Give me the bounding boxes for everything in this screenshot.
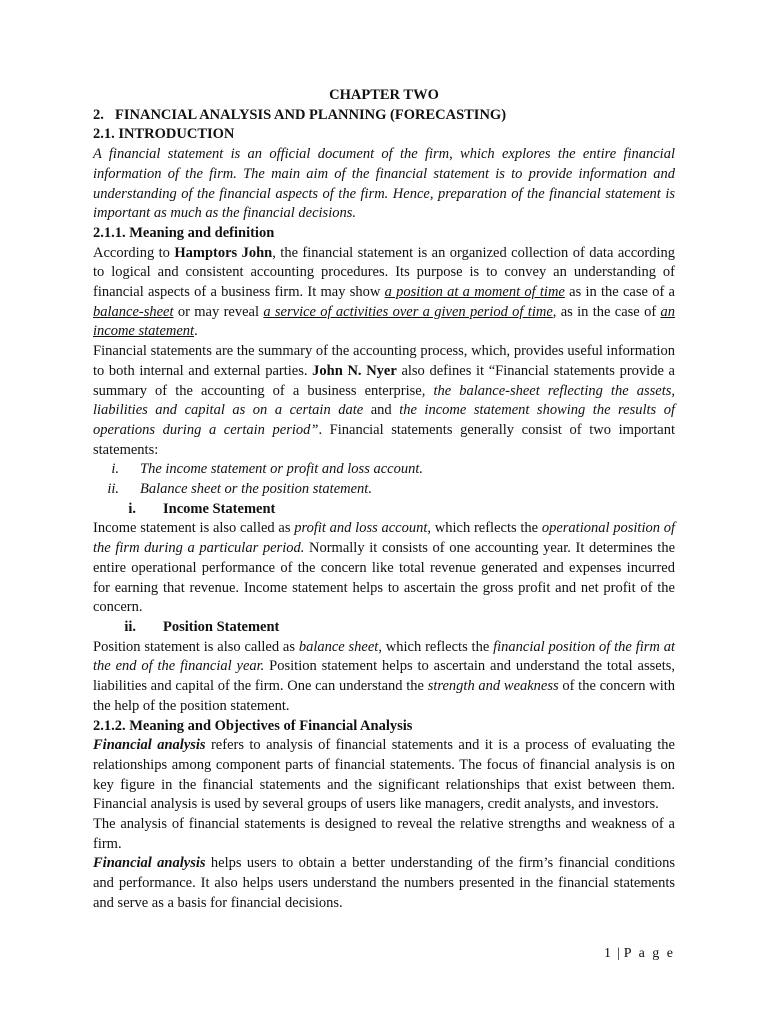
text-run: , which reflects the: [378, 638, 494, 655]
analysis-heading: 2.1.2. Meaning and Objectives of Financial Analysis: [93, 717, 413, 734]
footer-separator: |: [616, 946, 620, 961]
section-number: 2.: [93, 106, 104, 123]
list-text: Balance sheet or the position statement.: [140, 481, 372, 498]
page-number: 1: [603, 946, 613, 961]
analysis-paragraph-2: The analysis of financial statements is designed to reveal the relative strengths and weakness of a firm.: [93, 816, 675, 852]
intro-heading: 2.1. INTRODUCTION: [93, 126, 235, 143]
italic-phrase: strength and weakness: [427, 678, 559, 695]
italic-phrase: financial position of the firm at the end of the financial year.: [93, 638, 675, 675]
definition-paragraph: [93, 244, 675, 343]
key-term: Financial analysis: [93, 737, 206, 754]
text-run: helps users to obtain a better understanding of the firm’s financial conditions and performance. It also helps users understand the numbers presented in the financial statements and serve as a basis for financial decisions.: [93, 855, 675, 911]
text-run: . Financial statements generally consist of two important statements:: [93, 421, 676, 458]
section-title: FINANCIAL ANALYSIS AND PLANNING (FORECASTING): [115, 106, 507, 123]
italic-phrase: the balance-sheet reflecting the assets, liabilities and capital as on a certain date: [93, 382, 675, 419]
position-paragraph: [93, 638, 675, 717]
intro-paragraph: A financial statement is an official document of the firm, which explores the entire financial information of the firm. The main aim of the financial statement is to provide information and understanding of the financial aspects of the firm. Hence, preparation of the financial statement is important as much as the financial decisions.: [93, 146, 675, 222]
subheading-title: Position Statement: [163, 618, 280, 635]
text-run: , as in the case of: [552, 303, 661, 320]
text-run: Position statement helps to ascertain and understand the total assets, liabilities and capital of the firm. One can understand the: [93, 658, 675, 695]
list-item: [93, 460, 675, 480]
italic-phrase: balance sheet: [298, 638, 379, 655]
subheading-number: ii.: [124, 618, 136, 635]
text-run: According to: [93, 244, 175, 261]
author-name: John N. Nyer: [312, 362, 397, 379]
page-label: P a g e: [623, 946, 675, 961]
list-number: ii.: [107, 481, 119, 498]
text-run: of the concern with the help of the position statement.: [93, 678, 675, 714]
text-run: Income statement is also called as: [93, 520, 295, 537]
text-run: , the financial statement is an organized collection of data according to logical and consistent accounting procedures. Its purpose is to convey an understanding of financial aspects of a business firm. It may show: [93, 244, 675, 301]
text-run: as in the case of a: [564, 284, 675, 301]
summary-paragraph: [93, 342, 675, 460]
list-text: The income statement or profit and loss account.: [140, 461, 423, 478]
underlined-phrase: an income statement: [93, 303, 675, 340]
text-run: or may reveal: [173, 303, 264, 320]
subheading-title: Income Statement: [163, 500, 276, 517]
meaning-heading: 2.1.1. Meaning and definition: [93, 224, 275, 241]
section-heading: [93, 106, 675, 126]
text-run: Position statement is also called as: [93, 638, 299, 655]
italic-phrase: the income statement showing the results of operations during a certain period”: [93, 402, 675, 438]
italic-phrase: profit and loss account: [294, 520, 428, 537]
text-run: .: [194, 323, 198, 340]
underlined-phrase: balance-sheet: [93, 303, 174, 320]
chapter-title: CHAPTER TWO: [329, 87, 439, 103]
statements-list: [93, 460, 675, 499]
text-run: refers to analysis of financial statements and it is a process of evaluating the relationships among component parts of financial statements. The focus of financial analysis is on key figure in the financial statements and the significant relationships that exist between them. Financial analysis is used by several groups of users like managers, credit analysts, and investors.: [93, 737, 675, 813]
page-footer: [604, 944, 675, 964]
text-run: Financial statements are the summary of the accounting process, which, provides useful information to both internal and external parties.: [93, 343, 675, 379]
analysis-paragraph-3: [93, 854, 675, 913]
position-heading: [93, 618, 675, 638]
list-number: i.: [111, 461, 119, 478]
author-name: Hamptors John: [174, 244, 273, 261]
text-run: and: [363, 402, 400, 419]
text-run: , which reflects the: [427, 520, 542, 537]
list-item: [93, 480, 675, 500]
underlined-phrase: a position at a moment of time: [384, 284, 565, 301]
text-run: Normally it consists of one accounting year. It determines the entire operational performance of the concern like total revenue generated and expenses incurred for earning that revenue. Income statement helps to ascertain the gross profit and net profit of the concern.: [93, 540, 675, 616]
key-term: Financial analysis: [93, 855, 206, 872]
italic-phrase: operational position of the firm during a particular period.: [93, 520, 676, 557]
underlined-phrase: a service of activities over a given period of time: [263, 303, 553, 320]
text-run: also defines it “Financial statements provide a summary of the accounting of a business enterprise,: [93, 362, 675, 399]
analysis-paragraph-1: [93, 736, 675, 815]
subheading-number: i.: [128, 500, 136, 517]
income-paragraph: [93, 519, 675, 618]
income-heading: [93, 500, 675, 520]
